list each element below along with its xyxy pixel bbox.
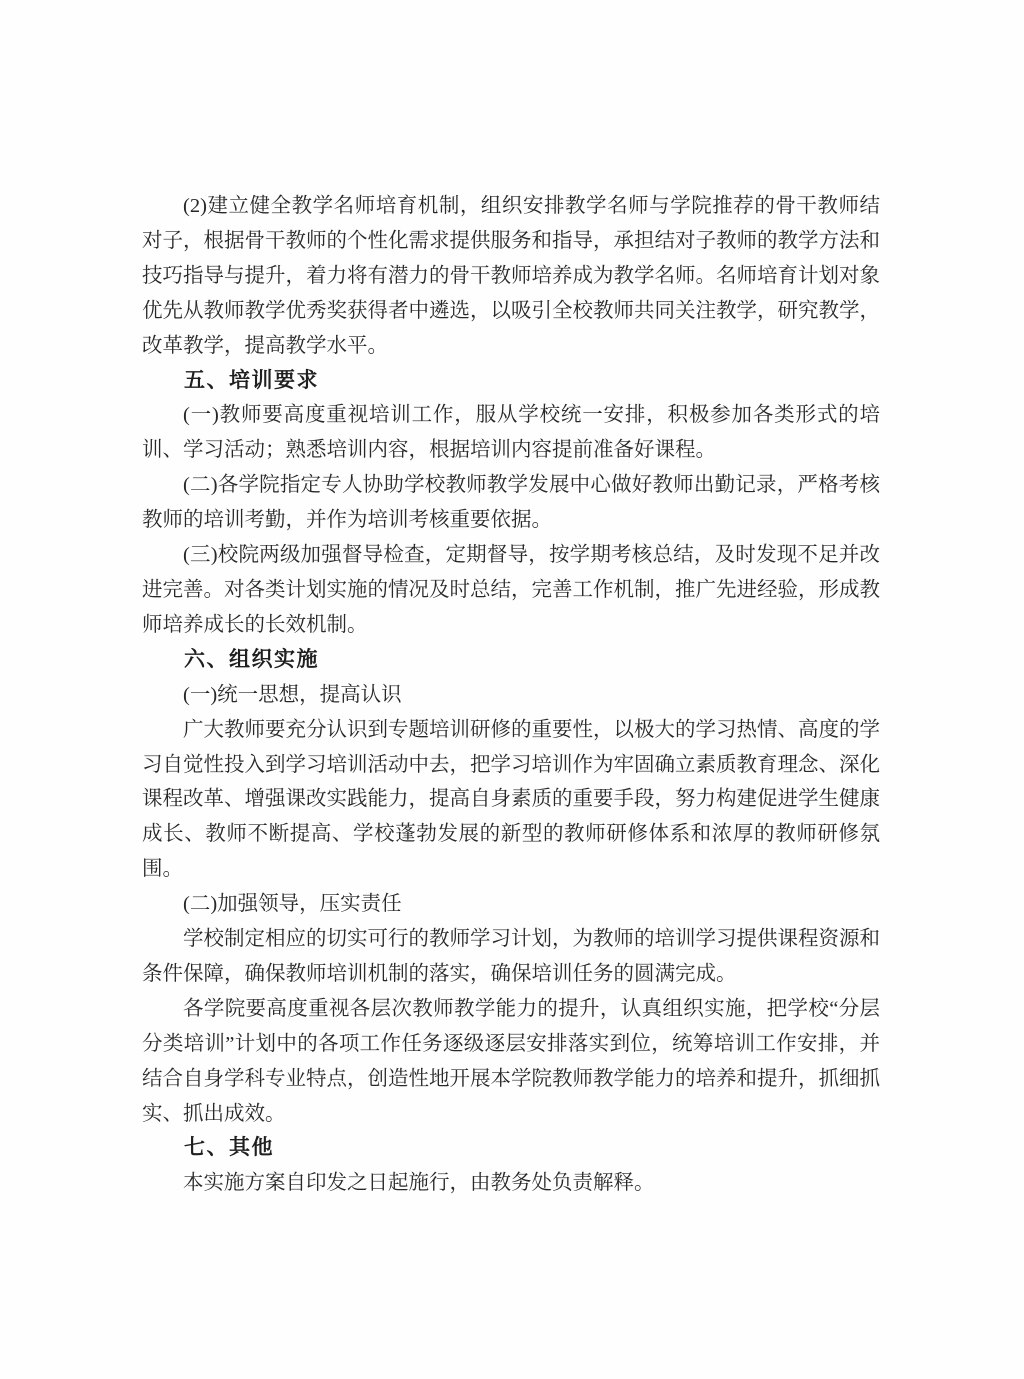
paragraph-college-implementation: 各学院要高度重视各层次教师教学能力的提升，认真组织实施，把学校“分层分类培训”计划中的各项工作任务逐级逐层安排落实到位，统筹培训工作安排，并结合自身学科专业特点，创造性地开展本学院教师教学能力的培养和提升，抓细抓实、抓出成效。 <box>142 997 880 1125</box>
paragraph-req-2: (二)各学院指定专人协助学校教师教学发展中心做好教师出勤记录，严格考核教师的培训考勤，并作为培训考核重要依据。 <box>142 474 880 532</box>
paragraph-req-3: (三)校院两级加强督导检查，定期督导，按学期考核总结，及时发现不足并改进完善。对各类计划实施的情况及时总结，完善工作机制，推广先进经验，形成教师培养成长的长效机制。 <box>142 544 880 636</box>
section-heading-6-organization-implementation: 六、组织实施 <box>184 647 319 671</box>
paragraph-school-plan: 学校制定相应的切实可行的教师学习计划，为教师的培训学习提供课程资源和条件保障，确保教师培训机制的落实，确保培训任务的圆满完成。 <box>142 928 880 985</box>
section-heading-5-training-requirements: 五、培训要求 <box>184 368 319 392</box>
paragraph-effective-date: 本实施方案自印发之日起施行，由教务处负责解释。 <box>183 1172 655 1195</box>
paragraph-famous-teacher-mechanism: (2)建立健全教学名师培育机制，组织安排教学名师与学院推荐的骨干教师结对子，根据骨干教师的个性化需求提供服务和指导，承担结对子教师的教学方法和技巧指导与提升，着力将有潜力的骨干教师培养成为教学名师。名师培育计划对象优先从教师教学优秀奖获得者中遴选，以吸引全校教师共同关注教学，研究教学，改革教学，提高教学水平。 <box>142 195 880 357</box>
paragraph-teachers-awareness: 广大教师要充分认识到专题培训研修的重要性，以极大的学习热情、高度的学习自觉性投入到学习培训活动中去，把学习培训作为牢固确立素质教育理念、深化课程改革、增强课改实践能力，提高自身素质的重要手段，努力构建促进学生健康成长、教师不断提高、学校蓬勃发展的新型的教师研修体系和浓厚的教师研修氛围。 <box>142 718 880 881</box>
subheading-strengthen-leadership: (二)加强领导，压实责任 <box>183 893 402 916</box>
section-heading-7-others: 七、其他 <box>184 1136 274 1160</box>
subheading-unify-thinking: (一)统一思想，提高认识 <box>183 683 402 706</box>
document-body <box>142 189 880 1201</box>
paragraph-req-1: (一)教师要高度重视培训工作，服从学校统一安排，积极参加各类形式的培训、学习活动；熟悉培训内容，根据培训内容提前准备好课程。 <box>142 404 880 462</box>
